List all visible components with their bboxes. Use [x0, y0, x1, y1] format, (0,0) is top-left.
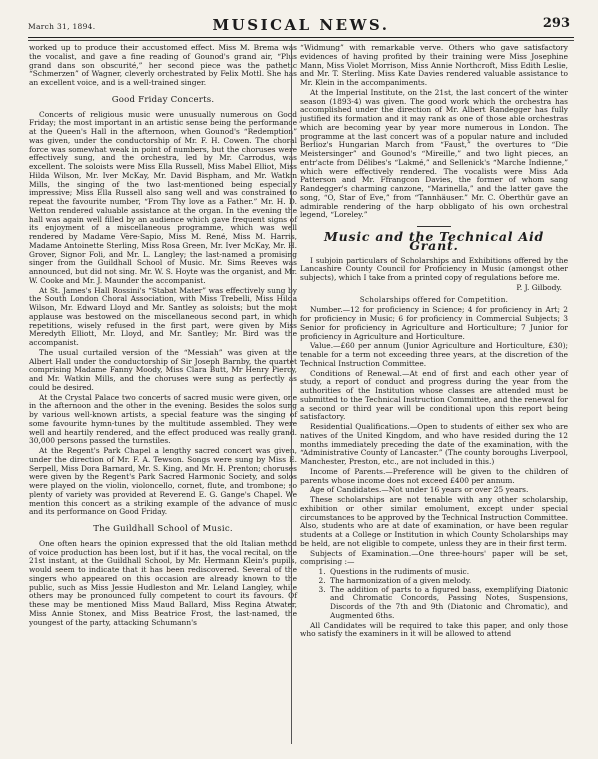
number-paragraph: Number.—12 for proficiency in Science; 4 for proficiency in Art; 2 for proficiency in Music; 6 for proficiency in Commercial Subjects; 3 Senior for proficiency in Agriculture and Horticulture; 7 Junior for proficiency in Agriculture and Horticulture.	[300, 305, 568, 341]
good-friday-paragraph-5: At the Regent's Park Chapel a lengthy sacred concert was given, under the direction of Mr. F. A. Tewson. Songs were sung by Miss E. Serpell, Miss Dora Barnard, Mr. S. King, and Mr. H. Prenton; choruses were given by the Regent's Park Sacred Harmonic Society, and solos were played on the violin, violoncello, cornet, flute, and trombone; so plenty of variety was provided at Reverend E. G. Gange's Chapel. We mention this concert as a striking example of the advance of music and its performance on Good Friday.	[29, 446, 297, 517]
page-number: 293	[542, 16, 570, 31]
header-rule	[28, 37, 574, 38]
list-item: 3. The addition of parts to a figured bass, exemplifying Diatonic and Chromatic Concords, Passing Notes, Suspensions, Discords of the 7th and 9th (Diatonic and Chromatic), and Augmented 6ths.	[328, 586, 568, 621]
header-rule-thin	[28, 40, 574, 41]
good-friday-paragraph-2: At St. James's Hall Rossini's “Stabat Mater” was effectively sung by the South London Choral Association, with Miss Trebelli, Miss Hilda Wilson, Mr. Edward Lloyd and Mr. Santley as soloists; but the most applause was bestowed on the miscellaneous second part, in which repetitions, wisely refused in the first part, were given by Miss Meredyth Elliott, Mr. Lloyd, and Mr. Santley; Mr. Bird was the accompanist.	[29, 285, 297, 347]
continued-paragraph: worked up to produce their accustomed effect. Miss M. Brema was the vocalist, and gave a fine reading of Gounod's grand air, “Plus grand dans son obscurité,” her second piece was the pathetic “Schmerzen” of Wagner, cleverly orchestrated by Felix Mottl. She has an excellent voice, and is a well-trained singer.	[29, 43, 297, 87]
subjects-paragraph: Subjects of Examination.—One three-hours' paper will be set, comprising :—	[300, 548, 568, 567]
masthead-title: MUSICAL NEWS.	[212, 16, 390, 34]
age-paragraph: Age of Candidates.—Not under 16 years or over 25 years.	[310, 485, 529, 495]
author-signature: P. J. Gilbody.	[516, 282, 562, 292]
tenable-paragraph: These scholarships are not tenable with any other scholarship, exhibition or other similar emolument, except under special circumstances to be approved by the Technical Instruction Committee. Also, students who are at date of examination, or have been regular students at a College or Institution in which County Scholarships may be held, are not eligible to compete, unless they are in their first term.	[300, 495, 568, 548]
good-friday-heading: Good Friday Concerts.	[111, 94, 215, 105]
left-column	[29, 44, 297, 628]
right-column	[300, 44, 568, 640]
good-friday-paragraph-1: Concerts of religious music were unusually numerous on Good Friday; the most important in an artistic sense being the performance at the Queen's Hall in the afternoon, when Gounod's “Redemption” was given, under the conductorship of Mr. F. H. Cowen. The choral force was somewhat weak in point of numbers, but the choruses were effectively sung, and the orchestra, led by Mr. Carrodus, was excellent. The soloists were Miss Ella Russell, Miss Mabel Elliot, Miss Hilda Wilson, Mr. Iver McKay, Mr. David Bispham, and Mr. Watkin Mills, the singing of the two last-mentioned being especially impressive; Miss Ella Russell also sang well and was constrained to repeat the favourite number, “From Thy love as a Father.” Mr. H. D. Wetton rendered valuable assistance at the organ. In the evening the hall was again well filled by an audience which gave frequent signs of its enjoyment of a miscellaneous programme, which was well rendered by Madame Vère-Sapio, Miss M. René, Miss M. Harris, Madame Antoinette Sterling, Miss Rosa Green, Mr. Iver McKay, Mr. H. Grover, Signor Foli, and Mr. L. Langley; the last-named a promising singer from the Guildhall School of Music. Mr. Sims Reeves was announced, but did not sing. Mr. W. S. Hoyte was the organist, and Mr. W. Cooke and Mr. J. Maunder the accompanist.	[29, 109, 297, 285]
renewal-paragraph: Conditions of Renewal.—At end of first and each other year of study, a report of conduct and progress during the year from the authorities of the Institution whose classes are attended must be submitted to the Technical Instruction Committee, and the renewal for a second or third year will be conditional upon this report being satisfactory.	[300, 368, 568, 422]
section-divider	[417, 226, 451, 227]
issue-date: March 31, 1894.	[28, 22, 96, 31]
subjects-list	[300, 568, 568, 621]
scholarships-heading: Scholarships offered for Competition.	[359, 294, 509, 304]
technical-aid-intro: I subjoin particulars of Scholarships and Exhibitions offered by the Lancashire County Council for Proficiency in Music (amongst other subjects), which I take from a printed copy of regulations before me.	[300, 255, 568, 282]
imperial-institute-paragraph: At the Imperial Institute, on the 21st, the last concert of the winter season (1893-4) was given. The good work which the orchestra has accomplished under the direction of Mr. Albert Randegger has fully justified its formation and it may rank as one of those able orchestras which are becoming year by year more numerous in London. The programme at the last concert was of a popular nature and included Berlioz's Hungarian March from “Faust,” the overtures to “Die Meistersinger” and Gounod's “Mireille,” and two light pieces, an entr'acte from Délibes's “Lakmé,” and Sellenick's “Marche Indienne,” which were effectively rendered. The vocalists were Miss Ada Patterson and Mr. Ffrangcon Davies, the former of whom sang Randegger's charming canzone, “Marinella,” and the latter gave the song, “O, Star of Eve,” from “Tannhäuser.” Mr. C. Oberthür gave an admirable rendering of the harp obbligato of his own orchestral legend, “Loreley.”	[300, 87, 568, 220]
page-header	[28, 10, 574, 36]
column-divider	[291, 44, 292, 744]
technical-aid-section-title: Music and the Technical Aid Grant.	[323, 229, 545, 253]
residential-paragraph: Residential Qualifications.—Open to students of either sex who are natives of the United Kingdom, and who have resided during the 12 months immediately preceding the date of the examination, with the “Administrative County of Lancaster.” (The county boroughs Liverpool, Manchester, Preston, etc., are not included in this.)	[300, 422, 568, 466]
list-item: 2. The harmonization of a given melody.	[328, 577, 568, 586]
list-item: 1. Questions in the rudiments of music.	[328, 568, 568, 577]
continued-paragraph-right: “Widmung” with remarkable verve. Others who gave satisfactory evidences of having profited by their training were Miss Josephine Mann, Miss Violet Morrison, Miss Annie Northcroft, Miss Edith Leslie, and Mr. T. Sterling. Miss Kate Davies rendered valuable assistance to Mr. Klein in the accompaniments.	[300, 43, 568, 87]
value-paragraph: Value.—£60 per annum (Junior Agriculture and Horticulture, £30); tenable for a term not exceeding three years, at the discretion of the Technical Instruction Committee.	[300, 341, 568, 368]
guildhall-heading: The Guildhall School of Music.	[93, 524, 233, 534]
income-paragraph: Income of Parents.—Preference will be given to the children of parents whose income does not exceed £400 per annum.	[300, 466, 568, 485]
guildhall-paragraph: One often hears the opinion expressed that the old Italian method of voice production has been lost, but if it has, the vocal recital, on the 21st instant, at the Guildhall School, by Mr. Hermann Klein's pupils, would seem to indicate that it has been rediscovered. Several of the singers who appeared on this occasion are already known to the public, such as Miss Jessie Hudleston and Mr. Leland Langley, while others may be pronounced fully competent to court its favours. Of these may be mentioned Miss Maud Ballard, Miss Regina Atwater, Miss Annie Stonex, and Miss Beatrice Frost, the last-named, the youngest of the party, attacking Schumann's	[29, 538, 297, 627]
good-friday-paragraph-3: The usual curtailed version of the “Messiah” was given at the Albert Hall under the conductorship of Sir Joseph Barnby, the quartet comprising Madame Fanny Moody, Miss Clara Butt, Mr Henry Piercy, and Mr. Watkin Mills, and the choruses were sung as perfectly as could be desired.	[29, 347, 297, 392]
closing-paragraph: All Candidates will be required to take this paper, and only those who satisfy the examiners in it will be allowed to attend	[300, 620, 568, 639]
good-friday-paragraph-4: At the Crystal Palace two concerts of sacred music were given, one in the afternoon and the other in the evening. Besides the solos sung by various well-known artists, a special feature was the singing of some favourite hymn-tunes by the multitude assembled. They were well and heartily rendered, and the effect produced was really grand. 30,000 persons passed the turnstiles.	[29, 392, 297, 446]
